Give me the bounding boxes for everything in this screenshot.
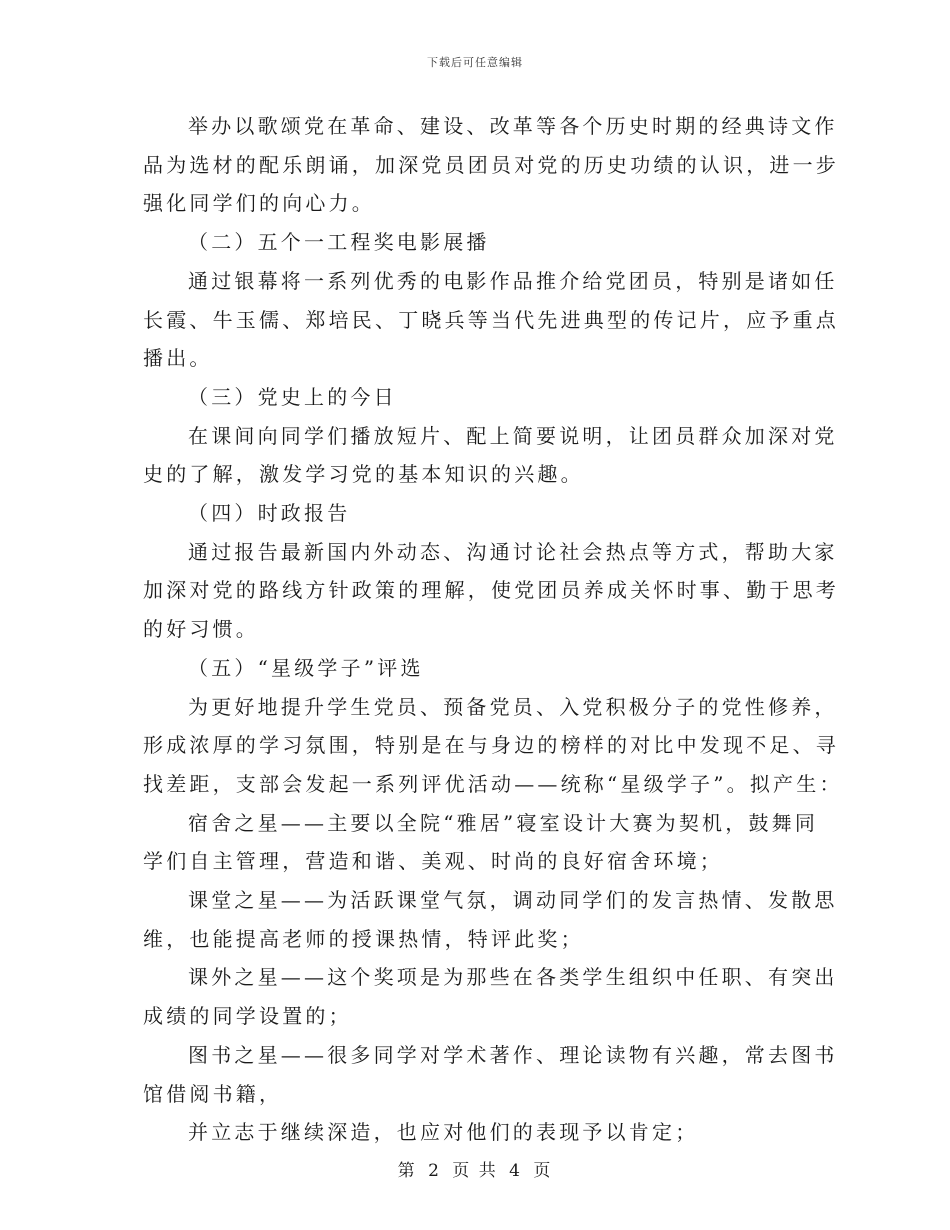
text-line: 并立志于继续深造，也应对他们的表现予以肯定； (188, 1120, 699, 1145)
paragraph-dorm-star (143, 804, 819, 881)
text-line: 通过报告最新国内外动态、沟通讨论社会热点等方式，帮助大家 (188, 539, 838, 564)
paragraph-book-star (143, 1036, 838, 1113)
paragraph-3 (143, 417, 838, 494)
footer-suffix: 页 (533, 1161, 553, 1181)
text-line: 成绩的同学设置的； (143, 1004, 352, 1029)
section-heading-3 (143, 378, 811, 417)
text-line: 播出。 (143, 346, 213, 371)
page-number: 2 (428, 1161, 441, 1181)
paragraph-2 (143, 262, 839, 378)
text-line: 宿舍之星——主要以全院“雅居”寝室设计大赛为契机，鼓舞同 (188, 810, 819, 835)
paragraph-1 (143, 107, 839, 223)
total-pages: 4 (509, 1161, 522, 1181)
heading-line: （四）时政报告 (188, 501, 351, 526)
heading-line: （三）党史上的今日 (188, 384, 397, 409)
text-line: 史的了解，激发学习党的基本知识的兴趣。 (143, 462, 584, 487)
section-heading-4 (143, 494, 811, 533)
footer-prefix: 第 (397, 1161, 417, 1181)
footer-middle: 页 共 (452, 1161, 498, 1181)
text-line: 品为选材的配乐朗诵，加深党员团员对党的历史功绩的认识，进一步 (143, 152, 839, 177)
heading-line: （五）“星级学子”评选 (188, 655, 424, 680)
text-line: 找差距，支部会发起一系列评优活动——统称“星级学子”。拟产生： (143, 771, 843, 796)
page-footer (0, 1156, 950, 1181)
heading-line: （二）五个一工程奖电影展播 (188, 230, 490, 255)
text-line: 学们自主管理，营造和谐、美观、时尚的良好宿舍环境； (143, 849, 723, 874)
paragraph-book-star-cont (143, 1113, 811, 1152)
text-line: 加深对党的路线方针政策的理解，使党团员养成关怀时事、勤于思考 (143, 578, 839, 603)
section-heading-2 (143, 223, 811, 262)
document-body (143, 107, 843, 1152)
text-line: 的好习惯。 (143, 617, 259, 642)
text-line: 强化同学们的向心力。 (143, 191, 375, 216)
text-line: 课堂之星——为活跃课堂气氛，调动同学们的发言热情、发散思 (188, 888, 838, 913)
paragraph-extracurricular-star (143, 958, 838, 1035)
paragraph-5 (143, 688, 843, 804)
text-line: 馆借阅书籍， (143, 1081, 283, 1106)
paragraph-class-star (143, 881, 838, 958)
text-line: 举办以歌颂党在革命、建设、改革等各个历史时期的经典诗文作 (188, 114, 838, 138)
text-line: 形成浓厚的学习氛围，特别是在与身边的榜样的对比中发现不足、寻 (143, 733, 839, 758)
text-line: 通过银幕将一系列优秀的电影作品推介给党团员，特别是诸如任 (188, 268, 838, 293)
paragraph-4 (143, 533, 839, 649)
text-line: 图书之星——很多同学对学术著作、理论读物有兴趣，常去图书 (188, 1042, 838, 1067)
text-line: 为更好地提升学生党员、预备党员、入党积极分子的党性修养， (188, 694, 838, 719)
text-line: 在课间向同学们播放短片、配上简要说明，让团员群众加深对党 (188, 423, 838, 448)
section-heading-5 (143, 649, 811, 688)
text-line: 课外之星——这个奖项是为那些在各类学生组织中任职、有突出 (188, 965, 838, 990)
header-note: 下载后可任意编辑 (427, 56, 523, 69)
text-line: 维，也能提高老师的授课热情，特评此奖； (143, 926, 584, 951)
text-line: 长霞、牛玉儒、郑培民、丁晓兵等当代先进典型的传记片，应予重点 (143, 307, 839, 332)
